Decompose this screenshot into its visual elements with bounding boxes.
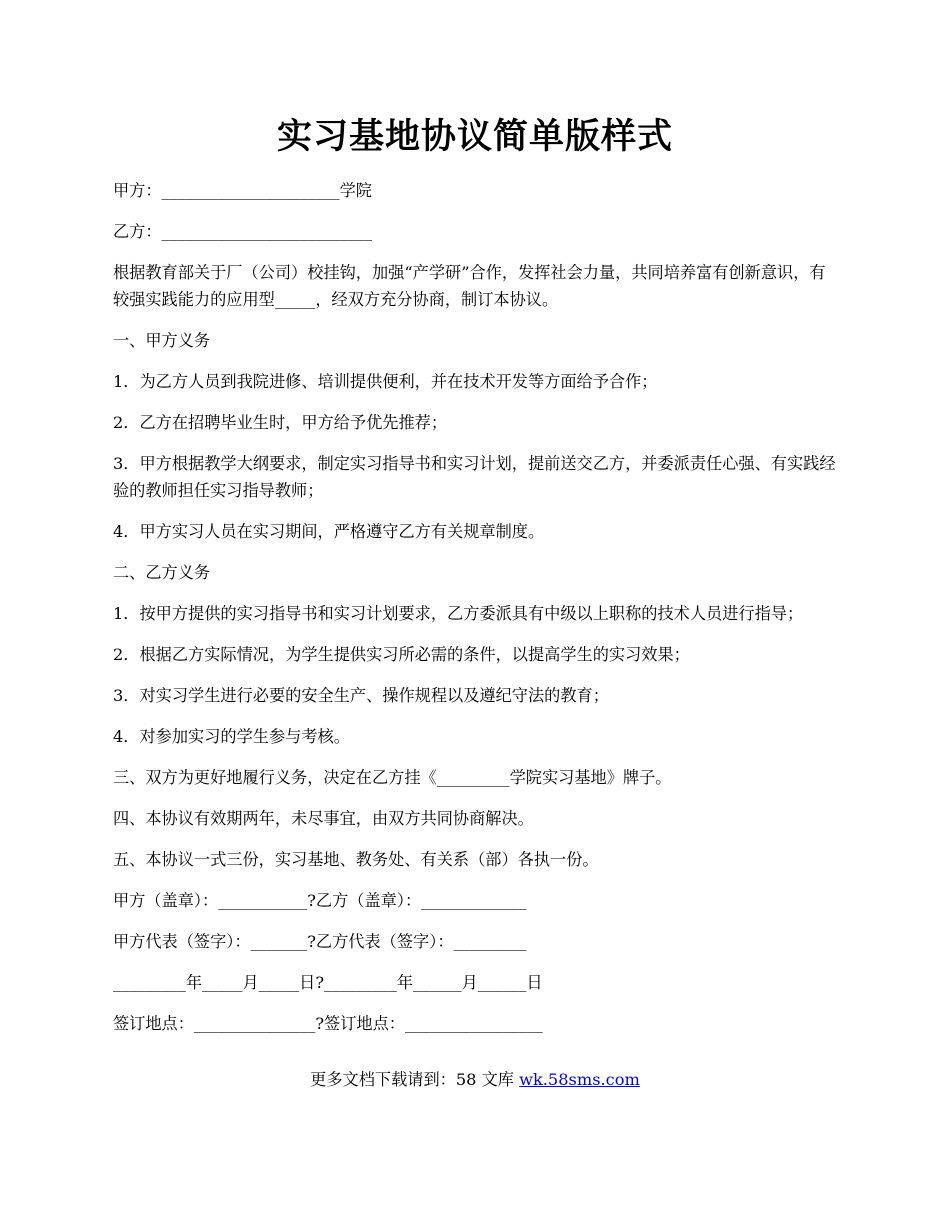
date-line: _________年_____月_____日?_________年______月______日 — [113, 973, 543, 992]
clause-a-4: 4．甲方实习人员在实习期间，严格遵守乙方有关规章制度。 — [113, 522, 545, 541]
section-five: 五、本协议一式三份，实习基地、教务处、有关系（部）各执一份。 — [113, 850, 599, 869]
document-body — [113, 177, 840, 1051]
footer-text: 更多文档下载请到：58 文库 — [310, 1070, 520, 1089]
party-b-line: 乙方：__________________________ — [113, 222, 372, 241]
section-heading-party-a-duties: 一、甲方义务 — [113, 331, 211, 350]
document-title: 实习基地协议简单版样式 — [276, 117, 673, 157]
clause-a-1: 1．为乙方人员到我院进修、培训提供便利，并在技术开发等方面给予合作； — [113, 372, 658, 391]
section-four: 四、本协议有效期两年，未尽事宜，由双方共同协商解决。 — [113, 809, 534, 828]
section-heading-party-b-duties: 二、乙方义务 — [113, 563, 211, 582]
footer-link[interactable]: wk.58sms.com — [519, 1070, 640, 1089]
signature-line: 甲方代表（签字）：_______?乙方代表（签字）：_________ — [113, 932, 527, 951]
preamble-paragraph: 根据教育部关于厂（公司）校挂钩，加强“产学研”合作，发挥社会力量，共同培养富有创新意识，有较强实践能力的应用型_____，经双方充分协商，制订本协议。 — [113, 263, 826, 309]
party-a-line: 甲方：______________________学院 — [113, 181, 372, 200]
clause-b-2: 2．根据乙方实际情况，为学生提供实习所必需的条件，以提高学生的实习效果； — [113, 645, 690, 664]
signing-place-line: 签订地点：_______________?签订地点：_________________ — [113, 1014, 543, 1033]
clause-b-4: 4．对参加实习的学生参与考核。 — [113, 727, 350, 746]
section-three: 三、双方为更好地履行义务，决定在乙方挂《_________学院实习基地》牌子。 — [113, 768, 672, 787]
clause-b-1: 1．按甲方提供的实习指导书和实习计划要求，乙方委派具有中级以上职称的技术人员进行指导； — [113, 604, 804, 623]
seal-line: 甲方（盖章）：___________?乙方（盖章）：_____________ — [113, 891, 527, 910]
clause-a-2: 2．乙方在招聘毕业生时，甲方给予优先推荐； — [113, 413, 448, 432]
footer — [0, 1066, 950, 1093]
clause-a-3: 3．甲方根据教学大纲要求，制定实习指导书和实习计划，提前送交乙方，并委派责任心强、有实践经验的教师担任实习指导教师； — [113, 454, 836, 500]
clause-b-3: 3．对实习学生进行必要的安全生产、操作规程以及遵纪守法的教育； — [113, 686, 609, 705]
